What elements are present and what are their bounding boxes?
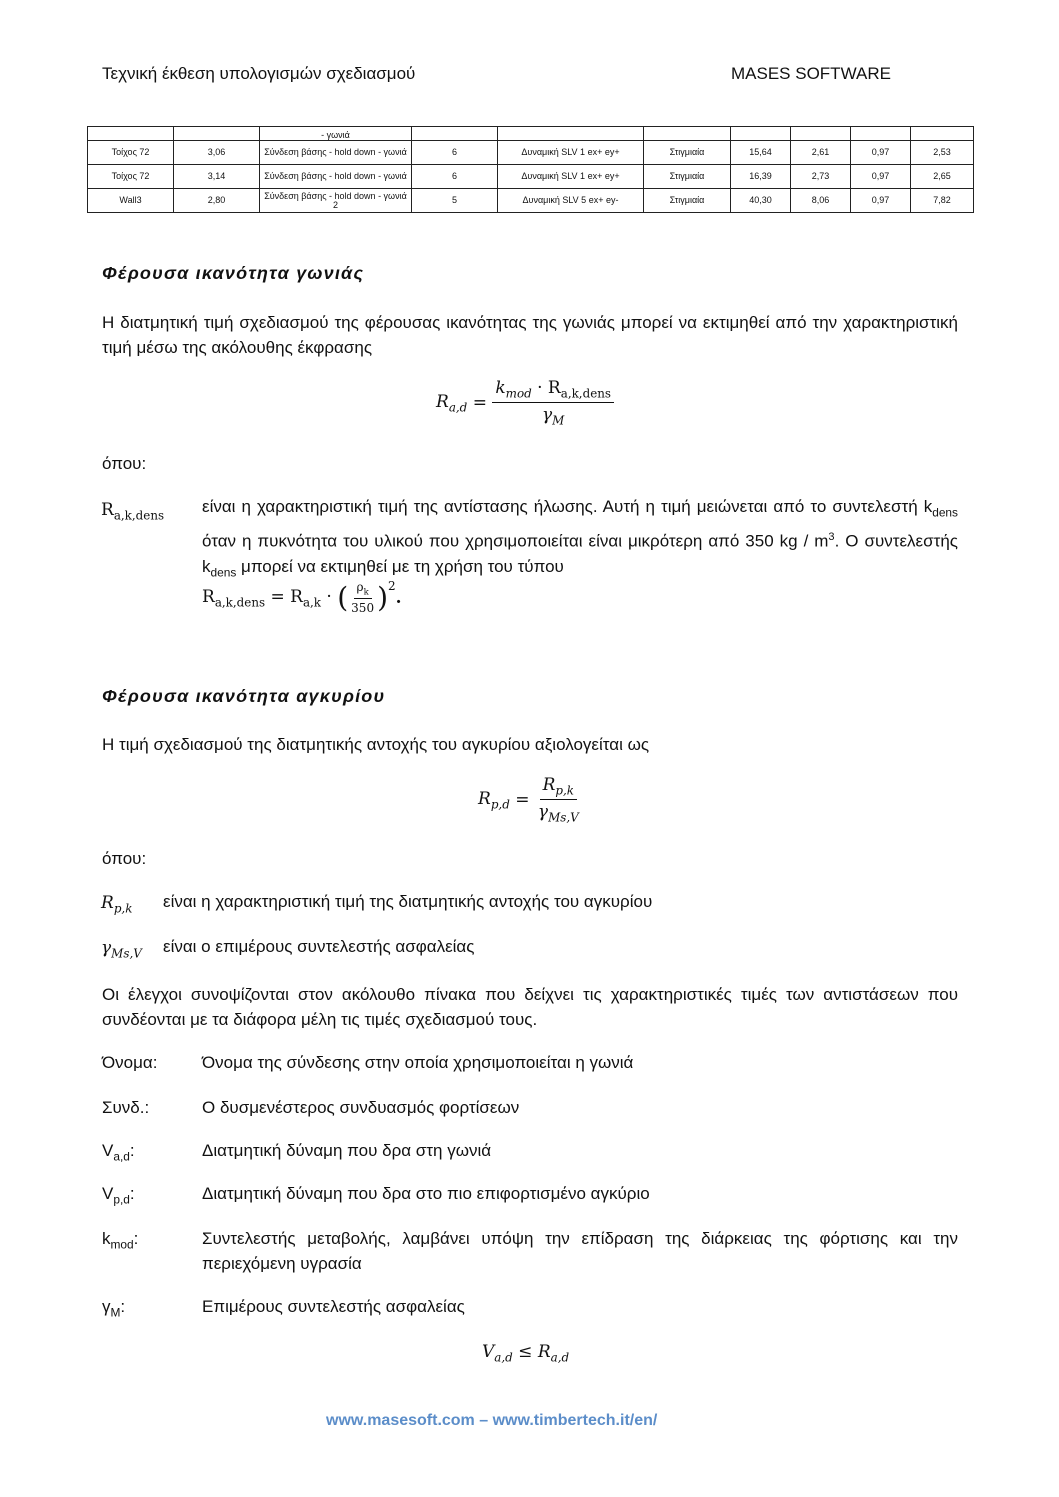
table-row [88, 165, 974, 189]
section1-intro: Η διατμητική τιμή σχεδιασμού της φέρουσας ικανότητας της γωνιάς μπορεί να εκτιμηθεί από την χαρακτηριστική τιμή μέσω της ακόλουθης έκφρασης [102, 313, 958, 357]
rakdens-definition: είναι η χαρακτηριστική τιμή της αντίστασης ήλωσης. Αυτή η τιμή μειώνεται από το συντελεστή $k_{dens}$ όταν η πυκνότητα του υλικού που χρησιμοποιείται είναι μικρότερη από 350 kg / $m^3$. Ο συντελεστής $k_{dens}$ μπορεί να εκτιμηθεί με τη χρήση του τύπου [202, 497, 958, 580]
table-cell [791, 127, 851, 141]
gamma-term: $\gamma_{Ms,V}$ [101, 938, 142, 961]
rpk-definition: είναι η χαρακτηριστική τιμή της διατμητικής αντοχής του αγκυρίου [163, 892, 653, 911]
legend-desc-vad: Διατμητική δύναμη που δρα στη γωνιά [202, 1141, 492, 1160]
table-cell: Τοίχος 72 [88, 165, 174, 189]
table-cell: 2,53 [911, 141, 974, 165]
formula-rakdens: $R_{a,k,dens} = R_{a,k}$ · ( $\frac{\rho_k}{350}$ ) $^2$ . [202, 578, 402, 616]
legend-term-kmod: $k_{mod}$: [102, 1229, 139, 1252]
table-cell: Σύνδεση βάσης - hold down - γωνιά 2 [260, 189, 412, 213]
table-cell: 40,30 [731, 189, 791, 213]
rakdens-term: $R_{a,k,dens}$ [101, 500, 165, 523]
table-cell [412, 127, 498, 141]
table-cell: Wall3 [88, 189, 174, 213]
legend-desc-vpd: Διατμητική δύναμη που δρα στο πιο επιφορτισμένο αγκύριο [202, 1184, 650, 1203]
gamma-definition: είναι ο επιμέρους συντελεστής ασφαλείας [163, 937, 475, 956]
table-cell: 3,06 [174, 141, 260, 165]
formula-rpd: $R_{p,d}$ = $\frac{R_{p,k}}{\gamma_{Ms,V}}$ [478, 775, 579, 825]
table-cell: Δυναμική SLV 1 ex+ ey+ [498, 141, 644, 165]
table-cell: 0,97 [851, 165, 911, 189]
table-row [88, 127, 974, 141]
table-cell: 3,14 [174, 165, 260, 189]
legend-desc-name: Όνομα της σύνδεσης στην οποία χρησιμοποιείται η γωνιά [202, 1053, 634, 1072]
summary-paragraph: Οι έλεγχοι συνοψίζονται στον ακόλουθο πίνακα που δείχνει τις χαρακτηριστικές τιμές των αντιστάσεων που συνδέονται με τα διάφορα μέλη τις τιμές σχεδιασμού τους. [102, 985, 958, 1029]
table-cell [88, 127, 174, 141]
table-cell: Σύνδεση βάσης - hold down - γωνιά [260, 141, 412, 165]
table-cell [498, 127, 644, 141]
legend-desc-kmod: Συντελεστής μεταβολής, λαμβάνει υπόψη την επίδραση της διάρκειας της φόρτισης και την περιεχόμενη υγρασία [202, 1229, 958, 1273]
section-title-anchor: Φέρουσα ικανότητα αγκυρίου [102, 686, 386, 706]
legend-term-vpd: $V_{p,d}$: [102, 1184, 135, 1207]
formula-check: $V_{a,d} \le R_{a,d}$ [482, 1342, 570, 1365]
table-cell: 6 [412, 141, 498, 165]
table-cell: Στιγμιαία [644, 165, 731, 189]
table-cell [911, 127, 974, 141]
where-label-2: όπου: [102, 849, 147, 868]
table-cell [731, 127, 791, 141]
table-row [88, 189, 974, 213]
table-cell: 0,97 [851, 189, 911, 213]
header-brand: MASES SOFTWARE [731, 64, 891, 83]
legend-term-vad: $V_{a,d}$: [102, 1141, 135, 1164]
table-cell: Σύνδεση βάσης - hold down - γωνιά [260, 165, 412, 189]
table-cell: 2,61 [791, 141, 851, 165]
legend-term-gammam: $\gamma_M$: [102, 1297, 126, 1320]
table-cell: Στιγμιαία [644, 189, 731, 213]
where-label-1: όπου: [102, 454, 147, 473]
table-cell: - γωνιά [260, 127, 412, 141]
table-cell: 2,80 [174, 189, 260, 213]
rpk-term: $R_{p,k}$ [101, 893, 133, 916]
table-cell: 0,97 [851, 141, 911, 165]
table-cell: Τοίχος 72 [88, 141, 174, 165]
legend-desc-combination: Ο δυσμενέστερος συνδυασμός φορτίσεων [202, 1098, 520, 1117]
section-title-angle: Φέρουσα ικανότητα γωνιάς [102, 263, 365, 283]
legend-term-combination: Συνδ.: [102, 1098, 150, 1117]
table-cell: 15,64 [731, 141, 791, 165]
table-cell [851, 127, 911, 141]
table-cell: 2,65 [911, 165, 974, 189]
table-cell: Δυναμική SLV 1 ex+ ey+ [498, 165, 644, 189]
table-cell: Δυναμική SLV 5 ex+ ey- [498, 189, 644, 213]
table-cell: Στιγμιαία [644, 141, 731, 165]
table-cell: 8,06 [791, 189, 851, 213]
table-cell: 16,39 [731, 165, 791, 189]
results-table [87, 126, 974, 213]
section2-intro: Η τιμή σχεδιασμού της διατμητικής αντοχής του αγκυρίου αξιολογείται ως [102, 735, 650, 754]
table-cell [174, 127, 260, 141]
footer-links: www.masesoft.com – www.timbertech.it/en/ [326, 1412, 658, 1429]
header-title: Τεχνική έκθεση υπολογισμών σχεδιασμού [102, 64, 416, 83]
legend-desc-gammam: Επιμέρους συντελεστής ασφαλείας [202, 1297, 465, 1316]
table-row [88, 141, 974, 165]
table-cell: 7,82 [911, 189, 974, 213]
table-cell [644, 127, 731, 141]
table-cell: 2,73 [791, 165, 851, 189]
table-cell: 5 [412, 189, 498, 213]
formula-rad: $R_{a,d}$ = $\frac{k_{mod} \cdot R_{a,k,dens}}{\gamma_M}$ [436, 378, 614, 428]
table-cell: 6 [412, 165, 498, 189]
legend-term-name: Όνομα: [102, 1053, 158, 1072]
